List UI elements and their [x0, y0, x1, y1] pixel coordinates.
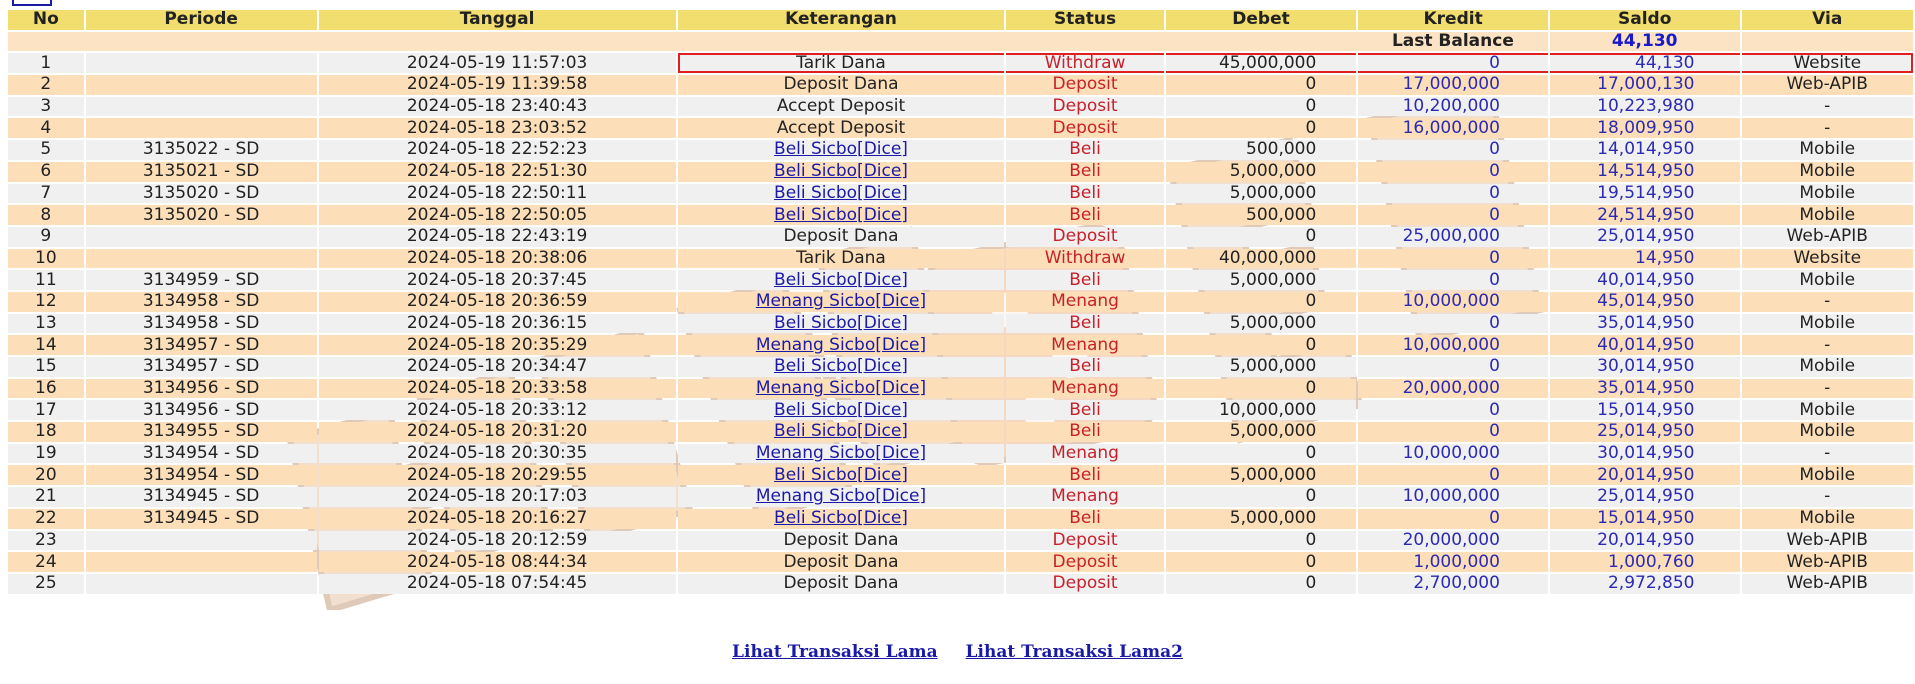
row-no: 4 [8, 118, 84, 138]
row-tanggal: 2024-05-18 20:38:06 [319, 249, 676, 269]
keterangan-link[interactable]: Beli Sicbo[Dice] [774, 357, 908, 377]
row-no: 10 [8, 249, 84, 269]
keterangan-link[interactable]: Beli Sicbo[Dice] [774, 270, 908, 290]
row-via: Website [1742, 53, 1914, 73]
row-no: 16 [8, 379, 84, 399]
row-kredit: 1,000,000 [1358, 552, 1548, 572]
row-debet: 0 [1166, 97, 1357, 117]
row-keterangan [678, 292, 1005, 312]
row-kredit: 0 [1358, 140, 1548, 160]
row-saldo: 2,972,850 [1550, 574, 1740, 594]
row-status: Deposit [1006, 75, 1163, 95]
row-no: 12 [8, 292, 84, 312]
row-via: - [1742, 487, 1914, 507]
keterangan-link[interactable]: Menang Sicbo[Dice] [755, 335, 927, 355]
row-debet: 40,000,000 [1166, 249, 1357, 269]
row-status: Withdraw [1006, 249, 1163, 269]
table-row [8, 205, 1913, 225]
row-periode [86, 249, 317, 269]
row-via: Mobile [1742, 465, 1914, 485]
keterangan-link[interactable]: Beli Sicbo[Dice] [774, 140, 908, 160]
row-via: Mobile [1742, 400, 1914, 420]
row-keterangan [678, 400, 1005, 420]
table-row [8, 400, 1913, 420]
row-kredit: 17,000,000 [1358, 75, 1548, 95]
transaction-table [6, 8, 1915, 596]
row-status: Deposit [1006, 574, 1163, 594]
row-saldo: 18,009,950 [1550, 118, 1740, 138]
row-tanggal: 2024-05-18 20:31:20 [319, 422, 676, 442]
table-row [8, 422, 1913, 442]
row-periode: 3134957 - SD [86, 357, 317, 377]
row-kredit: 0 [1358, 422, 1548, 442]
row-periode: 3134945 - SD [86, 509, 317, 529]
row-kredit: 0 [1358, 205, 1548, 225]
row-status: Menang [1006, 379, 1163, 399]
keterangan-link[interactable]: Beli Sicbo[Dice] [774, 183, 908, 203]
row-debet: 0 [1166, 292, 1357, 312]
row-via: - [1742, 335, 1914, 355]
row-saldo: 14,014,950 [1550, 140, 1740, 160]
row-periode: 3134945 - SD [86, 487, 317, 507]
row-saldo: 10,223,980 [1550, 97, 1740, 117]
row-debet: 0 [1166, 487, 1357, 507]
row-periode: 3134956 - SD [86, 379, 317, 399]
row-status: Beli [1006, 400, 1163, 420]
table-row [8, 314, 1913, 334]
row-keterangan [678, 444, 1005, 464]
link-transaksi-lama[interactable]: Lihat Transaksi Lama [732, 642, 938, 662]
row-via: Mobile [1742, 314, 1914, 334]
row-keterangan [678, 379, 1005, 399]
keterangan-link[interactable]: Beli Sicbo[Dice] [774, 465, 908, 485]
row-kredit: 0 [1358, 465, 1548, 485]
table-row [8, 97, 1913, 117]
footer-links [0, 642, 1915, 662]
row-kredit: 10,200,000 [1358, 97, 1548, 117]
row-kredit: 0 [1358, 400, 1548, 420]
col-header-kredit: Kredit [1358, 10, 1548, 30]
row-periode: 3135020 - SD [86, 205, 317, 225]
row-debet: 5,000,000 [1166, 465, 1357, 485]
row-periode [86, 531, 317, 551]
row-tanggal: 2024-05-18 07:54:45 [319, 574, 676, 594]
row-via: Mobile [1742, 509, 1914, 529]
row-saldo: 44,130 [1550, 53, 1740, 73]
row-keterangan: Tarik Dana [678, 249, 1005, 269]
row-via: Mobile [1742, 422, 1914, 442]
row-status: Beli [1006, 140, 1163, 160]
row-via: Mobile [1742, 357, 1914, 377]
table-row [8, 227, 1913, 247]
keterangan-link[interactable]: Beli Sicbo[Dice] [774, 422, 908, 442]
keterangan-link[interactable]: Menang Sicbo[Dice] [755, 443, 927, 464]
row-keterangan: Deposit Dana [678, 75, 1005, 95]
table-row [8, 444, 1913, 464]
row-kredit: 0 [1358, 162, 1548, 182]
table-row [8, 249, 1913, 269]
row-no: 18 [8, 422, 84, 442]
row-periode [86, 227, 317, 247]
row-tanggal: 2024-05-18 08:44:34 [319, 552, 676, 572]
row-no: 8 [8, 205, 84, 225]
table-row [8, 552, 1913, 572]
row-periode: 3135021 - SD [86, 162, 317, 182]
row-periode: 3134955 - SD [86, 422, 317, 442]
row-kredit: 0 [1358, 509, 1548, 529]
row-debet: 0 [1166, 444, 1357, 464]
row-via: - [1742, 118, 1914, 138]
row-status: Deposit [1006, 552, 1163, 572]
col-header-tanggal: Tanggal [319, 10, 676, 30]
row-debet: 500,000 [1166, 140, 1357, 160]
row-kredit: 10,000,000 [1358, 335, 1548, 355]
table-row [8, 487, 1913, 507]
row-tanggal: 2024-05-18 22:43:19 [319, 227, 676, 247]
col-header-no: No [8, 10, 84, 30]
row-via: - [1742, 379, 1914, 399]
row-keterangan [678, 270, 1005, 290]
row-saldo: 19,514,950 [1550, 184, 1740, 204]
row-debet: 5,000,000 [1166, 314, 1357, 334]
col-header-via: Via [1742, 10, 1914, 30]
row-periode: 3135020 - SD [86, 184, 317, 204]
row-tanggal: 2024-05-18 20:33:12 [319, 400, 676, 420]
row-debet: 45,000,000 [1166, 53, 1357, 73]
row-via: Web-APIB [1742, 574, 1914, 594]
row-saldo: 35,014,950 [1550, 314, 1740, 334]
keterangan-link[interactable]: Beli Sicbo[Dice] [774, 161, 908, 182]
row-tanggal: 2024-05-18 20:35:29 [319, 335, 676, 355]
row-tanggal: 2024-05-18 23:40:43 [319, 97, 676, 117]
row-tanggal: 2024-05-18 20:36:15 [319, 314, 676, 334]
row-keterangan [678, 357, 1005, 377]
row-tanggal: 2024-05-18 20:33:58 [319, 379, 676, 399]
row-tanggal: 2024-05-18 20:30:35 [319, 444, 676, 464]
row-tanggal: 2024-05-18 20:37:45 [319, 270, 676, 290]
row-tanggal: 2024-05-18 20:16:27 [319, 509, 676, 529]
row-no: 25 [8, 574, 84, 594]
row-periode [86, 75, 317, 95]
row-saldo: 25,014,950 [1550, 487, 1740, 507]
row-via: Mobile [1742, 162, 1914, 182]
row-keterangan [678, 422, 1005, 442]
row-kredit: 10,000,000 [1358, 487, 1548, 507]
keterangan-link[interactable]: Beli Sicbo[Dice] [774, 508, 908, 529]
keterangan-link[interactable]: Beli Sicbo[Dice] [774, 313, 908, 333]
table-row [8, 574, 1913, 594]
row-debet: 0 [1166, 118, 1357, 138]
row-periode [86, 552, 317, 572]
row-periode [86, 118, 317, 138]
row-debet: 5,000,000 [1166, 509, 1357, 529]
row-tanggal: 2024-05-18 22:50:11 [319, 184, 676, 204]
row-saldo: 25,014,950 [1550, 422, 1740, 442]
row-status: Menang [1006, 487, 1163, 507]
col-header-keterangan: Keterangan [678, 10, 1005, 30]
row-via: Mobile [1742, 270, 1914, 290]
row-status: Beli [1006, 205, 1163, 225]
row-keterangan [678, 314, 1005, 334]
row-keterangan [678, 162, 1005, 182]
table-row [8, 53, 1913, 73]
row-debet: 0 [1166, 531, 1357, 551]
row-status: Deposit [1006, 97, 1163, 117]
row-keterangan [678, 184, 1005, 204]
row-debet: 0 [1166, 75, 1357, 95]
row-kredit: 20,000,000 [1358, 379, 1548, 399]
row-debet: 5,000,000 [1166, 422, 1357, 442]
row-via: Mobile [1742, 184, 1914, 204]
last-balance-row [8, 32, 1913, 52]
row-status: Deposit [1006, 118, 1163, 138]
row-saldo: 30,014,950 [1550, 357, 1740, 377]
row-periode: 3135022 - SD [86, 140, 317, 160]
row-no: 7 [8, 184, 84, 204]
table-row [8, 531, 1913, 551]
row-kredit: 2,700,000 [1358, 574, 1548, 594]
row-no: 17 [8, 400, 84, 420]
row-via: Web-APIB [1742, 75, 1914, 95]
row-saldo: 17,000,130 [1550, 75, 1740, 95]
row-keterangan: Deposit Dana [678, 574, 1005, 594]
row-status: Beli [1006, 314, 1163, 334]
row-keterangan [678, 335, 1005, 355]
row-via: Mobile [1742, 140, 1914, 160]
row-status: Beli [1006, 184, 1163, 204]
row-status: Deposit [1006, 531, 1163, 551]
row-saldo: 35,014,950 [1550, 379, 1740, 399]
row-no: 2 [8, 75, 84, 95]
row-saldo: 30,014,950 [1550, 444, 1740, 464]
table-row [8, 379, 1913, 399]
row-periode [86, 53, 317, 73]
table-row [8, 140, 1913, 160]
col-header-saldo: Saldo [1550, 10, 1740, 30]
col-header-status: Status [1006, 10, 1163, 30]
row-periode: 3134958 - SD [86, 314, 317, 334]
row-no: 11 [8, 270, 84, 290]
row-via: - [1742, 444, 1914, 464]
row-debet: 5,000,000 [1166, 270, 1357, 290]
row-kredit: 0 [1358, 184, 1548, 204]
table-row [8, 118, 1913, 138]
last-balance-value: 44,130 [1550, 32, 1740, 52]
row-no: 13 [8, 314, 84, 334]
row-keterangan: Deposit Dana [678, 227, 1005, 247]
row-status: Beli [1006, 162, 1163, 182]
keterangan-link[interactable]: Menang Sicbo[Dice] [755, 378, 927, 399]
row-saldo: 20,014,950 [1550, 531, 1740, 551]
row-kredit: 10,000,000 [1358, 292, 1548, 312]
table-row [8, 335, 1913, 355]
row-tanggal: 2024-05-18 22:50:05 [319, 205, 676, 225]
row-tanggal: 2024-05-18 20:17:03 [319, 487, 676, 507]
row-debet: 0 [1166, 552, 1357, 572]
row-tanggal: 2024-05-18 20:34:47 [319, 357, 676, 377]
row-tanggal: 2024-05-18 22:52:23 [319, 140, 676, 160]
row-status: Beli [1006, 357, 1163, 377]
row-kredit: 0 [1358, 357, 1548, 377]
row-kredit: 0 [1358, 314, 1548, 334]
row-no: 5 [8, 140, 84, 160]
row-status: Beli [1006, 465, 1163, 485]
row-tanggal: 2024-05-18 23:03:52 [319, 118, 676, 138]
row-kredit: 16,000,000 [1358, 118, 1548, 138]
row-status: Beli [1006, 422, 1163, 442]
row-no: 3 [8, 97, 84, 117]
row-debet: 5,000,000 [1166, 184, 1357, 204]
keterangan-link[interactable]: Menang Sicbo[Dice] [755, 291, 927, 312]
row-no: 6 [8, 162, 84, 182]
last-balance-empty [1742, 32, 1914, 52]
table-row [8, 357, 1913, 377]
row-tanggal: 2024-05-19 11:57:03 [319, 53, 676, 73]
row-no: 24 [8, 552, 84, 572]
row-saldo: 40,014,950 [1550, 270, 1740, 290]
table-row [8, 162, 1913, 182]
row-via: Web-APIB [1742, 552, 1914, 572]
row-saldo: 40,014,950 [1550, 335, 1740, 355]
row-periode: 3134959 - SD [86, 270, 317, 290]
row-periode: 3134957 - SD [86, 335, 317, 355]
row-saldo: 24,514,950 [1550, 205, 1740, 225]
row-keterangan: Accept Deposit [678, 118, 1005, 138]
row-saldo: 15,014,950 [1550, 509, 1740, 529]
row-no: 19 [8, 444, 84, 464]
keterangan-link[interactable]: Menang Sicbo[Dice] [755, 487, 927, 507]
row-via: Mobile [1742, 205, 1914, 225]
row-debet: 5,000,000 [1166, 162, 1357, 182]
row-debet: 500,000 [1166, 205, 1357, 225]
row-keterangan [678, 140, 1005, 160]
row-keterangan [678, 487, 1005, 507]
keterangan-link[interactable]: Beli Sicbo[Dice] [774, 400, 908, 420]
row-status: Beli [1006, 270, 1163, 290]
row-keterangan [678, 465, 1005, 485]
row-periode: 3134956 - SD [86, 400, 317, 420]
row-periode [86, 574, 317, 594]
row-no: 23 [8, 531, 84, 551]
row-via: Web-APIB [1742, 531, 1914, 551]
row-keterangan: Tarik Dana [678, 53, 1005, 73]
row-periode: 3134958 - SD [86, 292, 317, 312]
row-saldo: 45,014,950 [1550, 292, 1740, 312]
col-header-debet: Debet [1166, 10, 1357, 30]
row-saldo: 25,014,950 [1550, 227, 1740, 247]
row-debet: 0 [1166, 379, 1357, 399]
last-balance-label: Last Balance [8, 32, 1548, 52]
row-no: 21 [8, 487, 84, 507]
row-no: 22 [8, 509, 84, 529]
row-via: Website [1742, 249, 1914, 269]
row-kredit: 0 [1358, 249, 1548, 269]
row-status: Menang [1006, 292, 1163, 312]
row-status: Deposit [1006, 227, 1163, 247]
row-saldo: 14,514,950 [1550, 162, 1740, 182]
row-keterangan: Accept Deposit [678, 97, 1005, 117]
row-no: 9 [8, 227, 84, 247]
table-row [8, 75, 1913, 95]
table-row [8, 184, 1913, 204]
keterangan-link[interactable]: Beli Sicbo[Dice] [774, 205, 908, 225]
row-keterangan [678, 205, 1005, 225]
row-tanggal: 2024-05-18 22:51:30 [319, 162, 676, 182]
corner-icon [12, 0, 52, 6]
row-tanggal: 2024-05-19 11:39:58 [319, 75, 676, 95]
row-no: 20 [8, 465, 84, 485]
link-transaksi-lama2[interactable]: Lihat Transaksi Lama2 [965, 642, 1183, 662]
row-debet: 0 [1166, 227, 1357, 247]
row-debet: 0 [1166, 335, 1357, 355]
table-row [8, 292, 1913, 312]
row-periode [86, 97, 317, 117]
row-saldo: 14,950 [1550, 249, 1740, 269]
row-keterangan [678, 509, 1005, 529]
table-row [8, 509, 1913, 529]
row-kredit: 25,000,000 [1358, 227, 1548, 247]
row-status: Beli [1006, 509, 1163, 529]
row-kredit: 10,000,000 [1358, 444, 1548, 464]
row-kredit: 0 [1358, 53, 1548, 73]
row-via: - [1742, 292, 1914, 312]
row-kredit: 20,000,000 [1358, 531, 1548, 551]
row-debet: 10,000,000 [1166, 400, 1357, 420]
row-no: 15 [8, 357, 84, 377]
row-keterangan: Deposit Dana [678, 552, 1005, 572]
row-periode: 3134954 - SD [86, 465, 317, 485]
col-header-periode: Periode [86, 10, 317, 30]
row-status: Withdraw [1006, 53, 1163, 73]
row-keterangan: Deposit Dana [678, 531, 1005, 551]
row-tanggal: 2024-05-18 20:36:59 [319, 292, 676, 312]
row-saldo: 1,000,760 [1550, 552, 1740, 572]
row-status: Menang [1006, 444, 1163, 464]
row-saldo: 15,014,950 [1550, 400, 1740, 420]
table-row [8, 465, 1913, 485]
row-via: - [1742, 97, 1914, 117]
row-kredit: 0 [1358, 270, 1548, 290]
row-status: Menang [1006, 335, 1163, 355]
row-via: Web-APIB [1742, 227, 1914, 247]
row-periode: 3134954 - SD [86, 444, 317, 464]
row-debet: 0 [1166, 574, 1357, 594]
row-tanggal: 2024-05-18 20:29:55 [319, 465, 676, 485]
row-saldo: 20,014,950 [1550, 465, 1740, 485]
row-no: 14 [8, 335, 84, 355]
table-header-row [8, 10, 1913, 30]
row-no: 1 [8, 53, 84, 73]
row-debet: 5,000,000 [1166, 357, 1357, 377]
row-tanggal: 2024-05-18 20:12:59 [319, 531, 676, 551]
table-row [8, 270, 1913, 290]
